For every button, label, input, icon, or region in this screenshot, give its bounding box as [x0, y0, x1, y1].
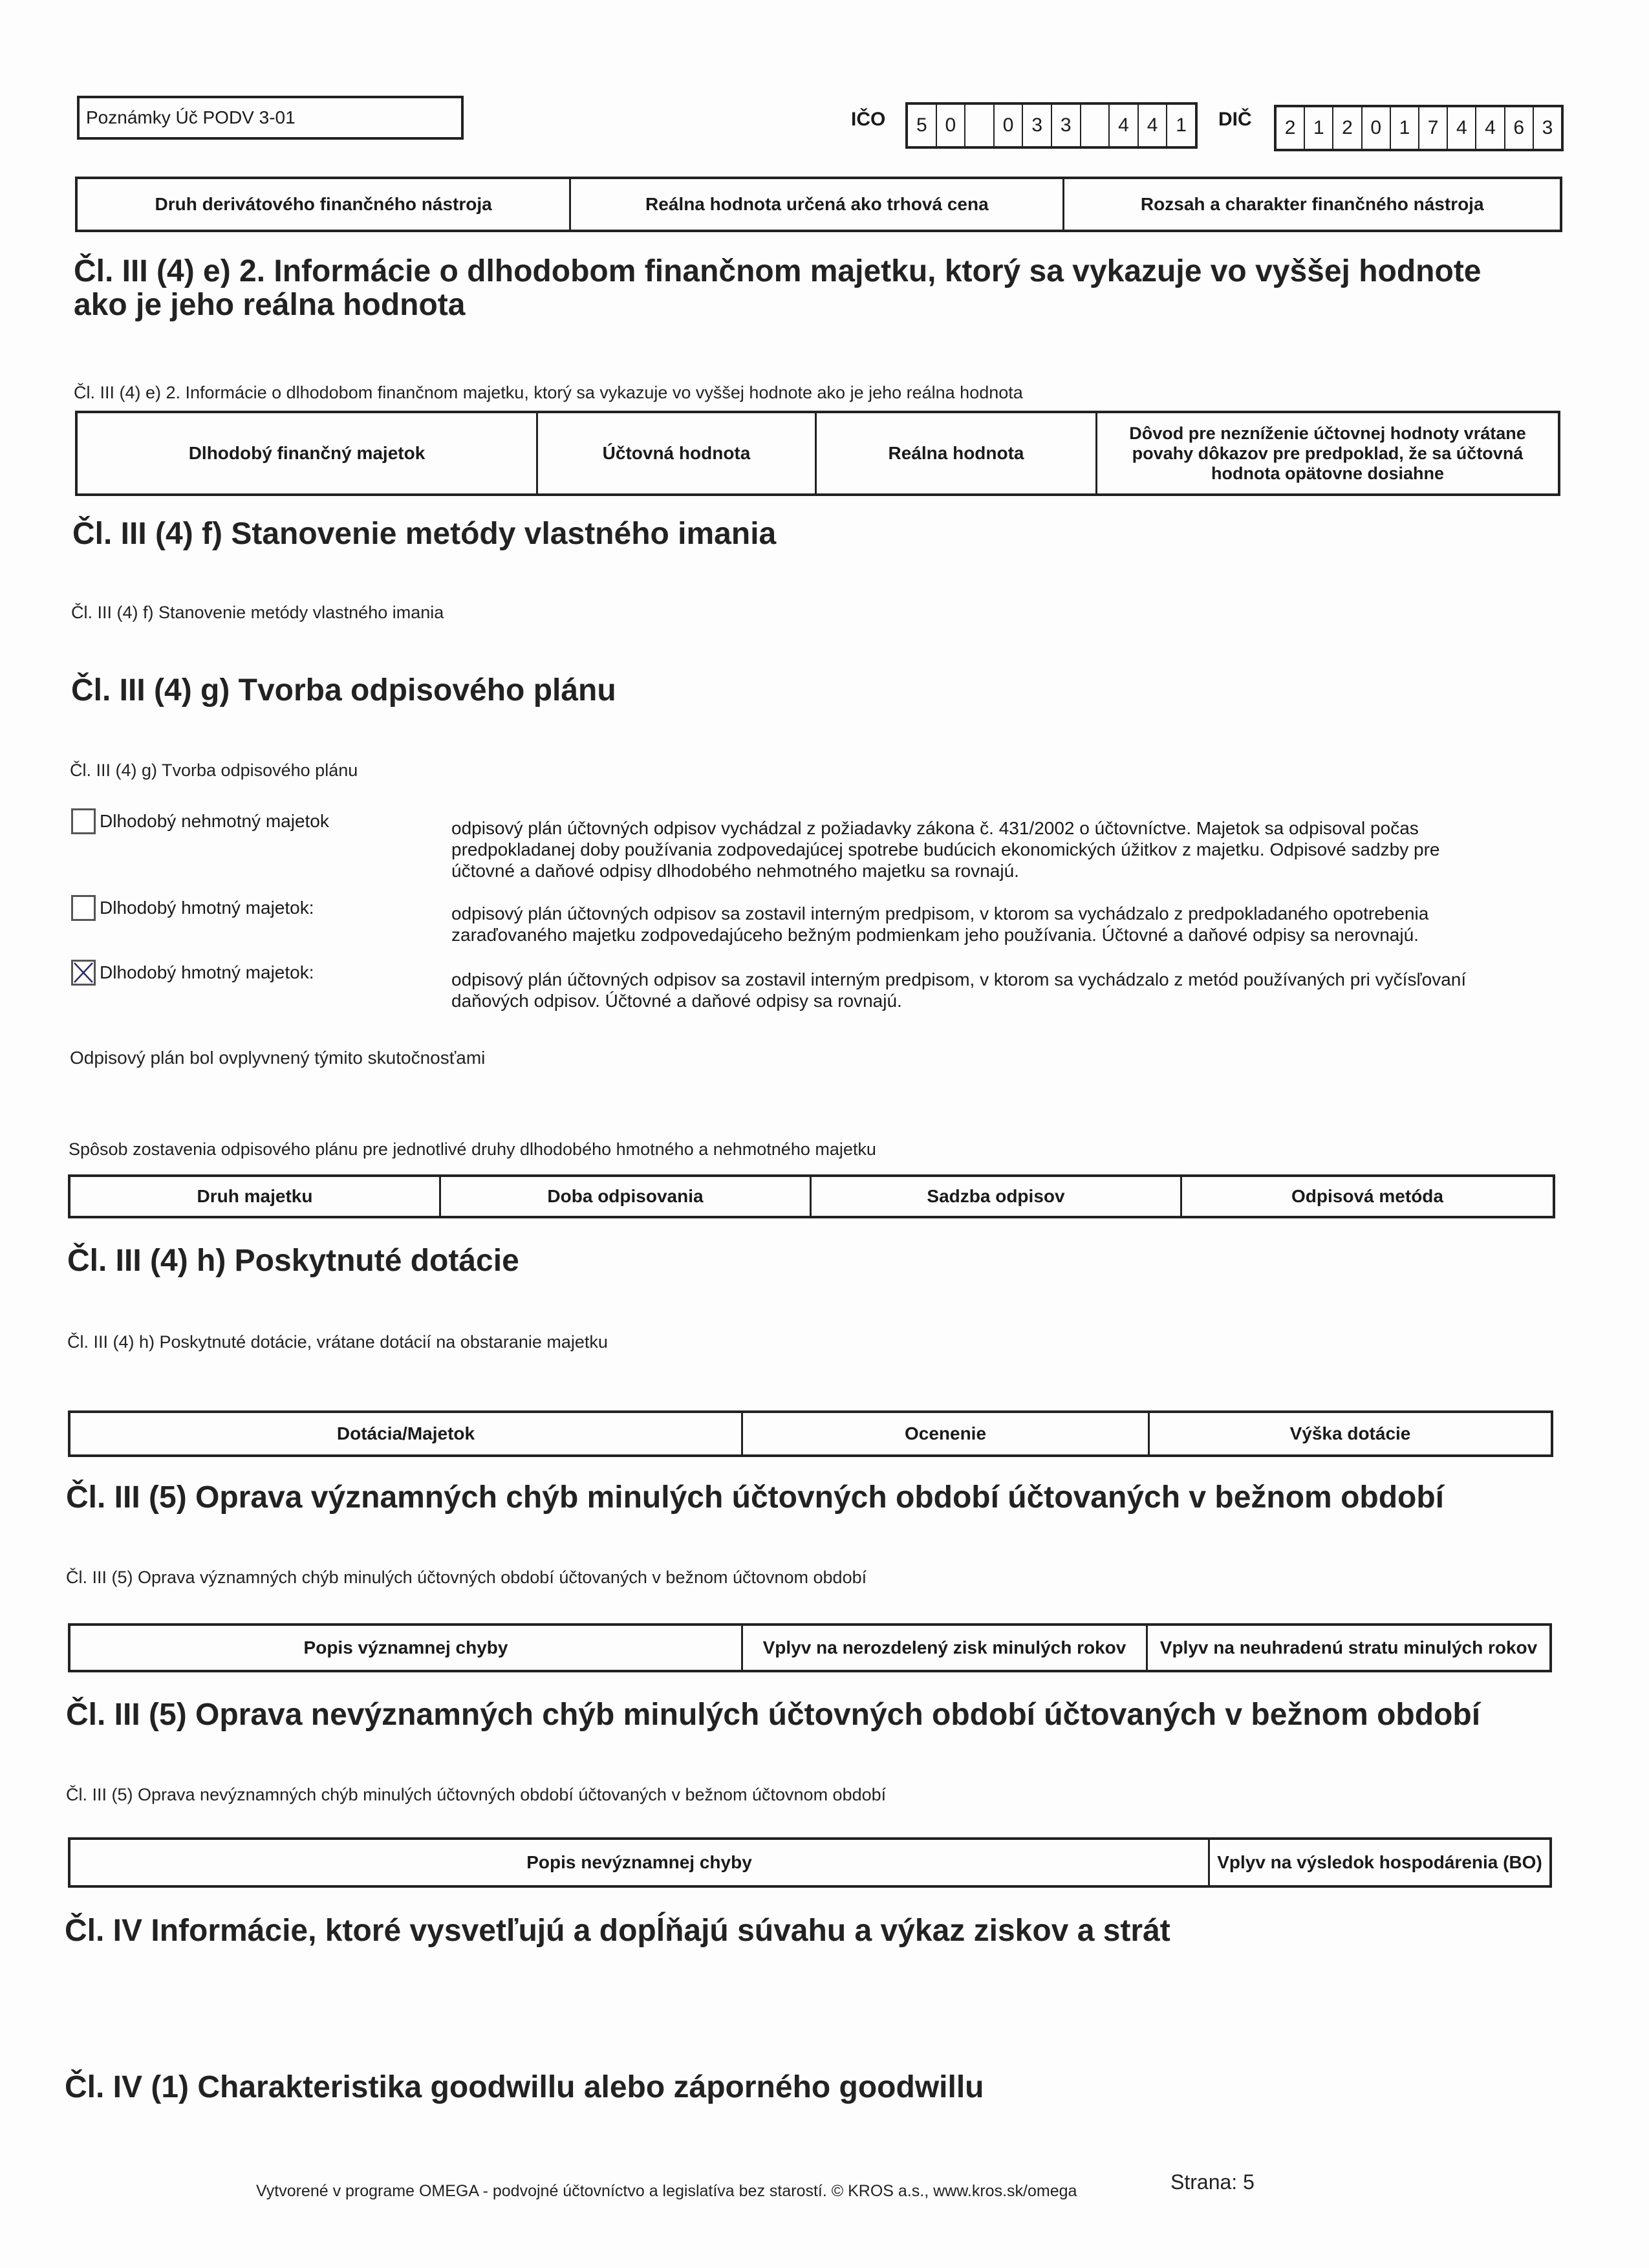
- footer-text: Vytvorené v programe OMEGA - podvojné účtovníctvo a legislatíva bez starostí. © KROS a.s., www.kros.sk/omega: [256, 2182, 1077, 2200]
- section-subtitle: Čl. III (4) g) Tvorba odpisového plánu: [70, 761, 358, 780]
- column-header: Dotácia/Majetok: [70, 1413, 743, 1454]
- digit-cell: 4: [1476, 107, 1505, 149]
- column-header: Sadzba odpisov: [812, 1177, 1182, 1216]
- digit-cell: 3: [1542, 117, 1553, 138]
- digit-cell: 4: [1110, 105, 1139, 146]
- column-header: Dôvod pre nezníženie účtovnej hodnoty vrátane povahy dôkazov pre predpoklad, že sa účtovná hodnota opätovne dosiahne: [1129, 423, 1526, 483]
- column-header: Výška dotácie: [1289, 1423, 1411, 1443]
- dic-field: [1274, 105, 1564, 151]
- digit-cell: 4: [1448, 107, 1476, 149]
- column-header: Druh derivátového finančného nástroja: [78, 179, 571, 230]
- dic-label: DIČ: [1218, 109, 1252, 130]
- section-heading: Čl. III (4) f) Stanovenie metódy vlastného imania: [72, 517, 777, 551]
- option-text: odpisový plán účtovných odpisov vychádzal z požiadavky zákona č. 431/2002 o účtovníctve. Majetok sa odpisoval počas predpokladanej doby používania zodpovedajúcej spotrebe budúcich ekonomických úžitkov z majetku. Odpisové sadzby pre účtovné a daňové odpisy dlhodobého nehmotného majetku sa rovnajú.: [451, 818, 1440, 881]
- column-header: Popis významnej chyby: [70, 1626, 743, 1670]
- section-heading: ako je jeho reálna hodnota: [74, 288, 466, 322]
- column-header: Reálna hodnota určená ako trhová cena: [571, 179, 1064, 230]
- column-header: Druh majetku: [70, 1177, 441, 1216]
- form-label-box: [77, 96, 464, 140]
- column-header: Vplyv na neuhradenú stratu minulých rokov: [1159, 1637, 1538, 1658]
- section-subtitle: Čl. III (4) h) Poskytnuté dotácie, vrátane dotácií na obstaranie majetku: [67, 1332, 608, 1352]
- grants-table-header: [68, 1410, 1553, 1457]
- digit-cell: 0: [1363, 107, 1391, 149]
- column-header: Rozsah a charakter finančného nástroja: [1140, 194, 1484, 214]
- digit-cell: [965, 105, 995, 146]
- column-header: Účtovná hodnota: [538, 413, 817, 493]
- option-label: Dlhodobý hmotný majetok:: [100, 962, 314, 982]
- column-header: Vplyv na výsledok hospodárenia (BO): [1217, 1852, 1542, 1872]
- option-label: Dlhodobý hmotný majetok:: [100, 898, 314, 918]
- page-number: Strana: 5: [1170, 2170, 1255, 2194]
- digit-cell: 3: [1052, 105, 1081, 146]
- form-label: Poznámky Úč PODV 3-01: [86, 107, 296, 127]
- checkbox-tangible-1[interactable]: [71, 895, 96, 921]
- section-subtitle: Čl. III (5) Oprava významných chýb minulých účtovných období účtovaných v bežnom účtovnom období: [66, 1568, 867, 1587]
- derivatives-table-header: [75, 177, 1562, 232]
- column-header: Vplyv na nerozdelený zisk minulých rokov: [743, 1626, 1148, 1670]
- check-x-icon: [73, 962, 94, 984]
- option-label: Dlhodobý nehmotný majetok: [100, 811, 329, 831]
- section-heading: Čl. IV (1) Charakteristika goodwillu alebo záporného goodwillu: [65, 2070, 984, 2104]
- column-header: Popis nevýznamnej chyby: [70, 1840, 1210, 1885]
- section-subtitle: Čl. III (4) e) 2. Informácie o dlhodobom finančnom majetku, ktorý sa vykazuje vo vyššej hodnote ako je jeho reálna hodnota: [74, 383, 1023, 402]
- section-heading: Čl. III (4) h) Poskytnuté dotácie: [67, 1244, 519, 1278]
- digit-cell: 4: [1139, 105, 1168, 146]
- column-header: Dlhodobý finančný majetok: [78, 413, 538, 493]
- section-heading: Čl. III (4) e) 2. Informácie o dlhodobom finančnom majetku, ktorý sa vykazuje vo vyššej hodnote: [74, 254, 1482, 288]
- section-heading: Čl. III (4) g) Tvorba odpisového plánu: [71, 673, 616, 707]
- digit-cell: [1081, 105, 1110, 146]
- digit-cell: 6: [1505, 107, 1534, 149]
- digit-cell: 2: [1277, 107, 1305, 149]
- digit-cell: 2: [1333, 107, 1362, 149]
- method-subtitle: Spôsob zostavenia odpisového plánu pre jednotlivé druhy dlhodobého hmotného a nehmotného majetku: [69, 1139, 876, 1159]
- digit-cell: 7: [1419, 107, 1448, 149]
- digit-cell: 1: [1391, 107, 1419, 149]
- digit-cell: 0: [995, 105, 1024, 146]
- checkbox-tangible-2[interactable]: [71, 960, 96, 986]
- section-heading: Čl. III (5) Oprava významných chýb minulých účtovných období účtovaných v bežnom období: [66, 1480, 1445, 1515]
- column-header: Reálna hodnota: [817, 413, 1097, 493]
- column-header: Odpisová metóda: [1291, 1186, 1443, 1206]
- influenced-text: Odpisový plán bol ovplyvnený týmito skutočnosťami: [70, 1048, 486, 1068]
- digit-cell: 1: [1176, 114, 1187, 136]
- section-heading: Čl. III (5) Oprava nevýznamných chýb minulých účtovných období účtovaných v bežnom období: [66, 1698, 1481, 1732]
- checkbox-intangible[interactable]: [71, 808, 96, 834]
- column-header: Ocenenie: [743, 1413, 1150, 1454]
- insignificant-errors-table-header: [68, 1837, 1552, 1888]
- digit-cell: 3: [1023, 105, 1052, 146]
- section-heading: Čl. IV Informácie, ktoré vysvetľujú a dopĺňajú súvahu a výkaz ziskov a strát: [65, 1914, 1170, 1948]
- ico-field: [905, 102, 1198, 149]
- ico-label: IČO: [851, 109, 886, 130]
- option-text: odpisový plán účtovných odpisov sa zostavil interným predpisom, v ktorom sa vychádzalo z metód používaných pri vyčísľovaní daňových odpisov. Účtovné a daňové odpisy sa rovnajú.: [451, 969, 1467, 1011]
- significant-errors-table-header: [68, 1623, 1552, 1672]
- digit-cell: 0: [937, 105, 966, 146]
- digit-cell: 1: [1305, 107, 1333, 149]
- option-text: odpisový plán účtovných odpisov sa zostavil interným predpisom, v ktorom sa vychádzalo z predpokladaného opotrebenia zaraďovaného majetku zodpovedajúceho bežným podmienkam jeho používania. Účtovné a daňové odpisy sa nerovnajú.: [451, 903, 1429, 945]
- digit-cell: 5: [908, 105, 937, 146]
- column-header: Doba odpisovania: [441, 1177, 812, 1216]
- depreciation-table-header: [68, 1174, 1555, 1218]
- section-subtitle: Čl. III (4) f) Stanovenie metódy vlastného imania: [71, 603, 444, 622]
- financial-assets-table-header: [75, 411, 1560, 496]
- section-subtitle: Čl. III (5) Oprava nevýznamných chýb minulých účtovných období účtovaných v bežnom účtovnom období: [66, 1785, 887, 1804]
